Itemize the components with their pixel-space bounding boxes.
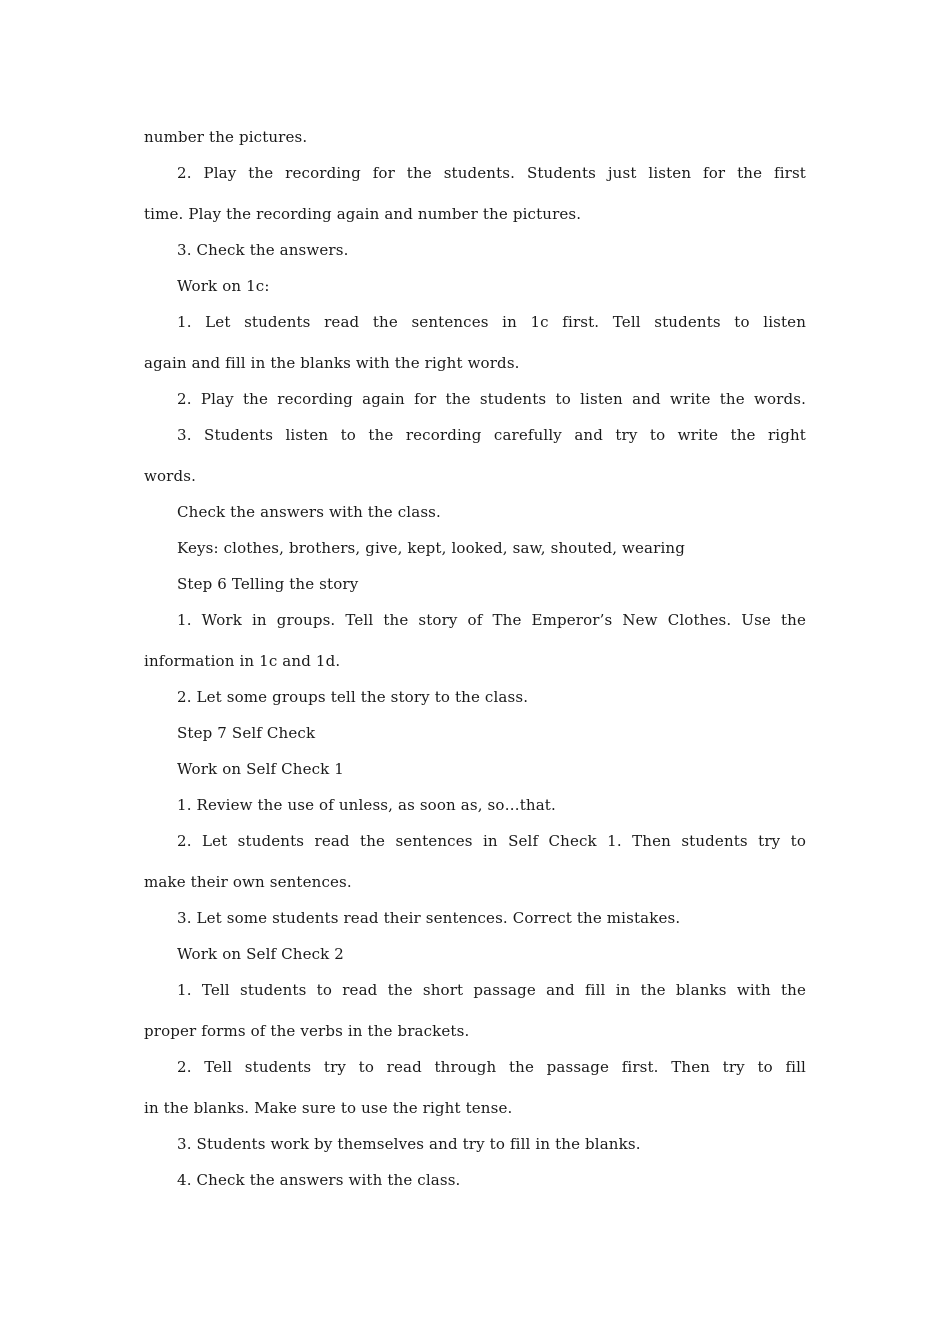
text-line: information in 1c and 1d. [144,652,341,670]
text-line: number the pictures. [144,128,308,146]
answer-keys: Keys: clothes, brothers, give, kept, looked, saw, shouted, wearing [177,539,685,557]
text-line: 2. Tell students try to read through the passage first. Then try to fill [177,1058,806,1076]
step-heading: Step 7 Self Check [177,724,316,742]
text-line: make their own sentences. [144,873,352,891]
text-line: 1. Review the use of unless, as soon as, so…that. [177,796,556,814]
text-line: 2. Let some groups tell the story to the class. [177,688,529,706]
text-line: 3. Let some students read their sentences. Correct the mistakes. [177,909,681,927]
text-line: 3. Students listen to the recording carefully and try to write the right [177,426,806,444]
section-heading: Work on Self Check 2 [177,945,345,963]
text-line: 1. Let students read the sentences in 1c first. Tell students to listen [177,313,806,331]
section-heading: Work on 1c: [177,277,270,295]
text-line: 2. Play the recording for the students. Students just listen for the first [177,164,806,182]
section-heading: Work on Self Check 1 [177,760,345,778]
text-line: 2. Play the recording again for the students to listen and write the words. [177,390,806,408]
step-heading: Step 6 Telling the story [177,575,359,593]
text-line: proper forms of the verbs in the brackets. [144,1022,470,1040]
text-line: 3. Check the answers. [177,241,349,259]
text-line: again and fill in the blanks with the right words. [144,354,520,372]
text-line: in the blanks. Make sure to use the right tense. [144,1099,513,1117]
text-line: 1. Tell students to read the short passage and fill in the blanks with the [177,981,806,999]
text-line: time. Play the recording again and number the pictures. [144,205,582,223]
text-line: words. [144,467,197,485]
text-line: 2. Let students read the sentences in Self Check 1. Then students try to [177,832,806,850]
text-line: 3. Students work by themselves and try to fill in the blanks. [177,1135,641,1153]
text-line: 1. Work in groups. Tell the story of The Emperor’s New Clothes. Use the [177,611,806,629]
text-line: Check the answers with the class. [177,503,441,521]
text-line: 4. Check the answers with the class. [177,1171,461,1189]
